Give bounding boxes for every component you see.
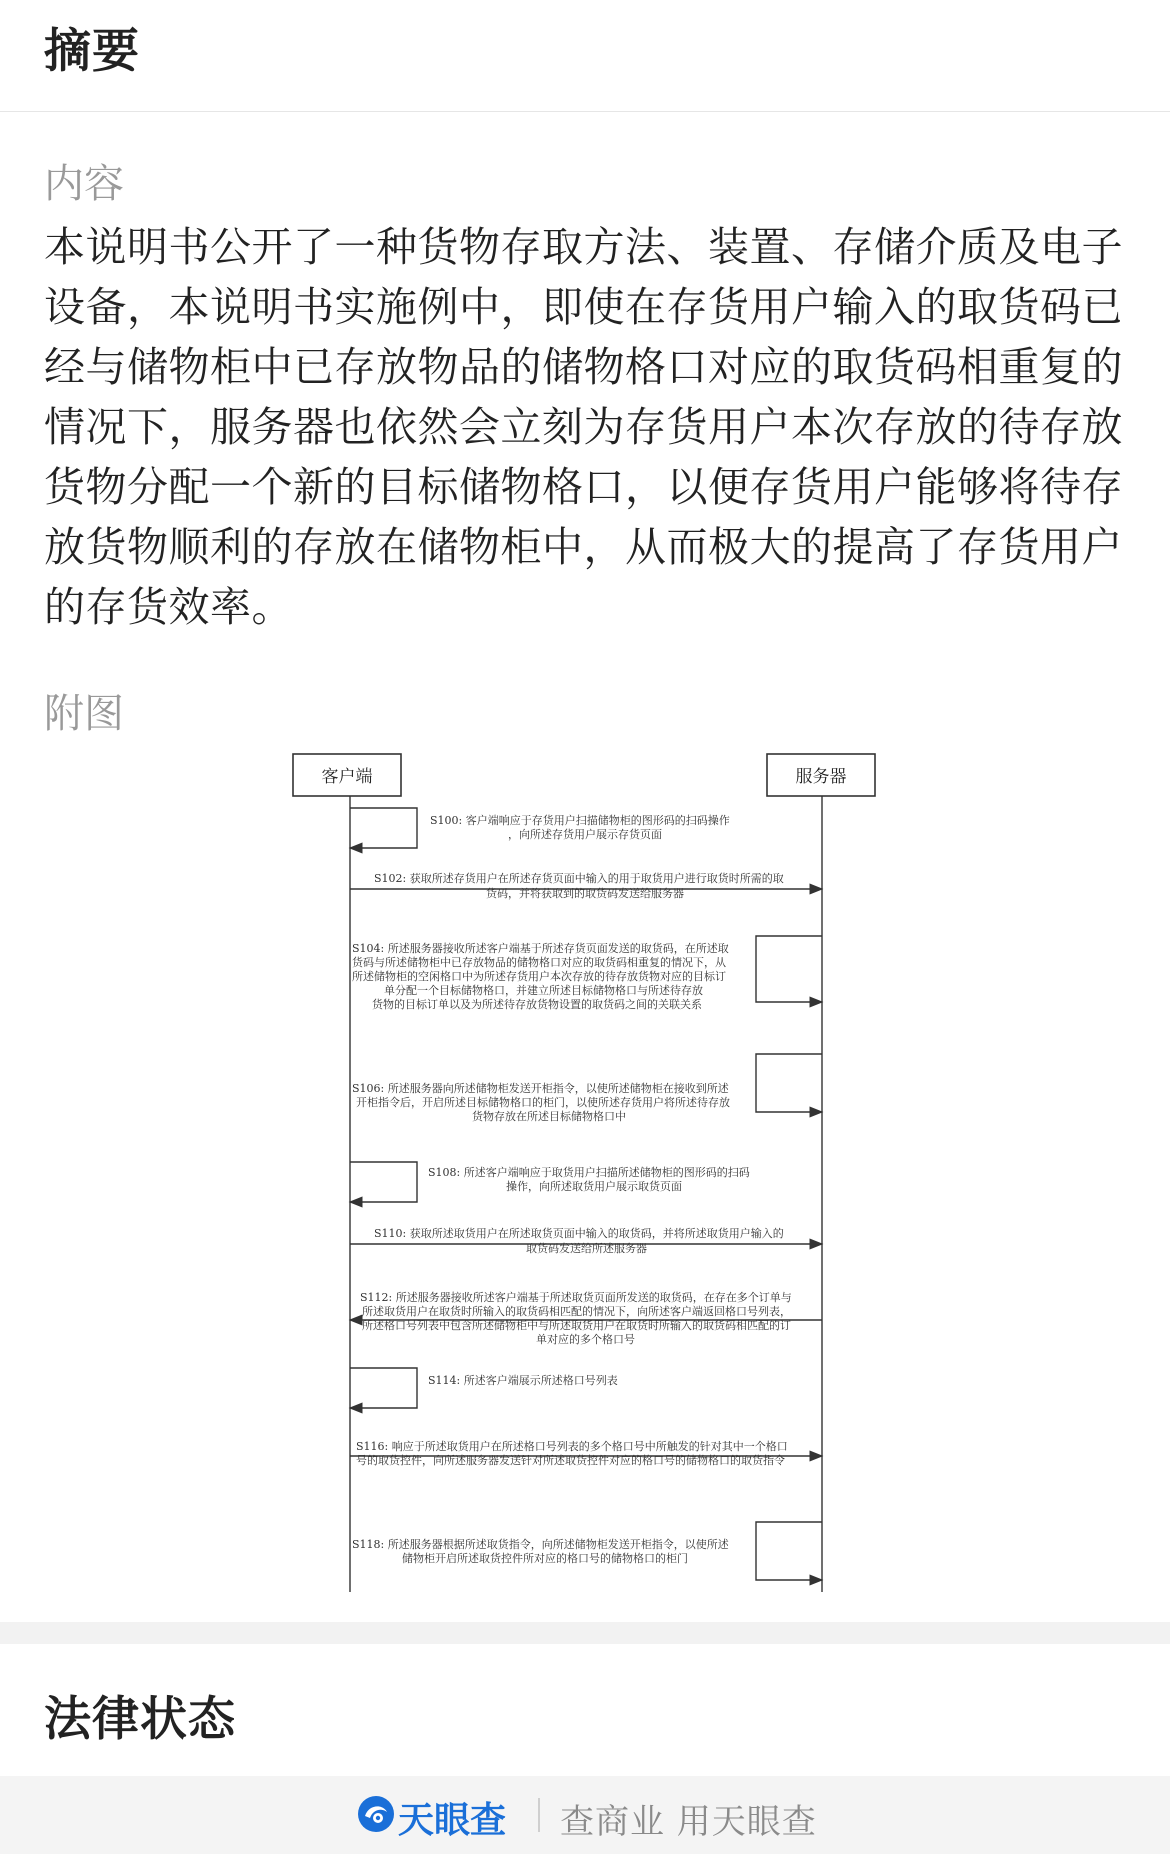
step-s106 bbox=[352, 1054, 822, 1123]
step-s100-line-1: S100: 客户端响应于存货用户扫描储物柜的图形码的扫码操作 bbox=[430, 814, 730, 827]
step-s104-line-4: 单分配一个目标储物格口，并建立所述目标储物格口与所述待存放 bbox=[384, 984, 703, 997]
tianyancha-logo-icon bbox=[356, 1794, 396, 1834]
step-s106-line-3: 货物存放在所述目标储物格口中 bbox=[472, 1110, 626, 1123]
client-actor-box bbox=[293, 754, 401, 796]
step-s104-line-1: S104: 所述服务器接收所述客户端基于所述存货页面发送的取货码，在所述取 bbox=[352, 942, 729, 955]
content-label: 内容 bbox=[44, 161, 124, 207]
step-s116 bbox=[350, 1439, 822, 1467]
step-s104-line-3: 所述储物柜的空闲格口中为所述存货用户本次存放的待存放货物对应的目标订 bbox=[352, 970, 726, 983]
step-s112-line-4: 单对应的多个格口号 bbox=[536, 1333, 635, 1346]
step-s112-line-1: S112: 所述服务器接收所述客户端基于所述取货页面所发送的取货码，在存在多个订单与 bbox=[360, 1291, 792, 1304]
step-s118-line-1: S118: 所述服务器根据所述取货指令，向所述储物柜发送开柜指令，以使所述 bbox=[352, 1538, 729, 1551]
step-s118-line-2: 储物柜开启所述取货控件所对应的格口号的储物格口的柜门 bbox=[402, 1552, 688, 1565]
client-actor-label: 客户端 bbox=[321, 767, 373, 787]
section-title-legal-status: 法律状态 bbox=[44, 1692, 236, 1747]
step-s110 bbox=[350, 1226, 822, 1255]
step-s102 bbox=[350, 871, 822, 900]
step-s110-line-1: S110: 获取所述取货用户在所述取货页面中输入的取货码，并将所述取货用户输入的 bbox=[374, 1227, 784, 1240]
step-s104-line-2: 货码与所述储物柜中已存放物品的储物格口对应的取货码相重复的情况下，从 bbox=[352, 956, 726, 969]
brand-name: 天眼查 bbox=[398, 1800, 507, 1841]
step-s112-line-2: 所述取货用户在取货时所输入的取货码相匹配的情况下，向所述客户端返回格口号列表， bbox=[362, 1305, 791, 1318]
brand-slogan: 查商业 用天眼查 bbox=[560, 1802, 817, 1842]
step-s106-line-1: S106: 所述服务器向所述储物柜发送开柜指令，以使所述储物柜在接收到所述 bbox=[352, 1082, 729, 1095]
step-s104 bbox=[352, 936, 822, 1011]
sequence-diagram[interactable] bbox=[0, 740, 1170, 1600]
step-s112-line-3: 所述格口号列表中包含所述储物柜中与所述取货用户在取货时所输入的取货码相匹配的订 bbox=[362, 1319, 791, 1332]
footer-bar bbox=[0, 1776, 1170, 1854]
section-title-summary: 摘要 bbox=[44, 24, 140, 79]
abstract-text: 本说明书公开了一种货物存取方法、装置、存储介质及电子设备，本说明书实施例中，即使在存货用户输入的取货码已经与储物柜中已存放物品的储物格口对应的取货码相重复的情况下，服务器也依然会立刻为存货用户本次存放的待存放货物分配一个新的目标储物格口，以便存货用户能够将待存放货物顺利的存放在储物柜中，从而极大的提高了存货用户的存货效率。 bbox=[44, 223, 1123, 631]
step-s112 bbox=[350, 1290, 822, 1346]
step-s110-line-2: 取货码发送给所述服务器 bbox=[526, 1242, 647, 1255]
step-s118 bbox=[352, 1522, 822, 1580]
figure-label: 附图 bbox=[44, 691, 124, 737]
summary-header bbox=[0, 0, 1170, 112]
step-s114 bbox=[350, 1368, 618, 1408]
server-actor-label: 服务器 bbox=[795, 767, 847, 787]
step-s108-line-1: S108: 所述客户端响应于取货用户扫描所述储物柜的图形码的扫码 bbox=[428, 1166, 750, 1179]
section-separator bbox=[0, 1622, 1170, 1644]
step-s102-line-1: S102: 获取所述存货用户在所述存货页面中输入的用于取货用户进行取货时所需的取 bbox=[374, 872, 784, 885]
step-s114-line-1: S114: 所述客户端展示所述格口号列表 bbox=[428, 1374, 618, 1387]
step-s116-line-2: 号的取货控件，向所述服务器发送针对所述取货控件对应的格口号的储物格口的取货指令 bbox=[356, 1454, 785, 1467]
step-s100 bbox=[350, 808, 730, 848]
step-s100-line-2: ，向所述存货用户展示存货页面 bbox=[508, 828, 662, 841]
step-s102-line-2: 货码，并将获取到的取货码发送给服务器 bbox=[486, 887, 684, 900]
footer-divider bbox=[538, 1798, 540, 1832]
step-s106-line-2: 开柜指令后，开启所述目标储物格口的柜门，以使所述存货用户将所述待存放 bbox=[356, 1096, 730, 1109]
step-s108-line-2: 操作，向所述取货用户展示取货页面 bbox=[506, 1180, 682, 1193]
step-s116-line-1: S116: 响应于所述取货用户在所述格口号列表的多个格口号中所触发的针对其中一个格口 bbox=[356, 1440, 788, 1453]
legal-status-section[interactable] bbox=[0, 1644, 1170, 1776]
step-s104-line-5: 货物的目标订单以及为所述待存放货物设置的取货码之间的关联关系 bbox=[372, 998, 702, 1011]
step-s108 bbox=[350, 1162, 750, 1202]
server-actor-box bbox=[767, 754, 875, 796]
